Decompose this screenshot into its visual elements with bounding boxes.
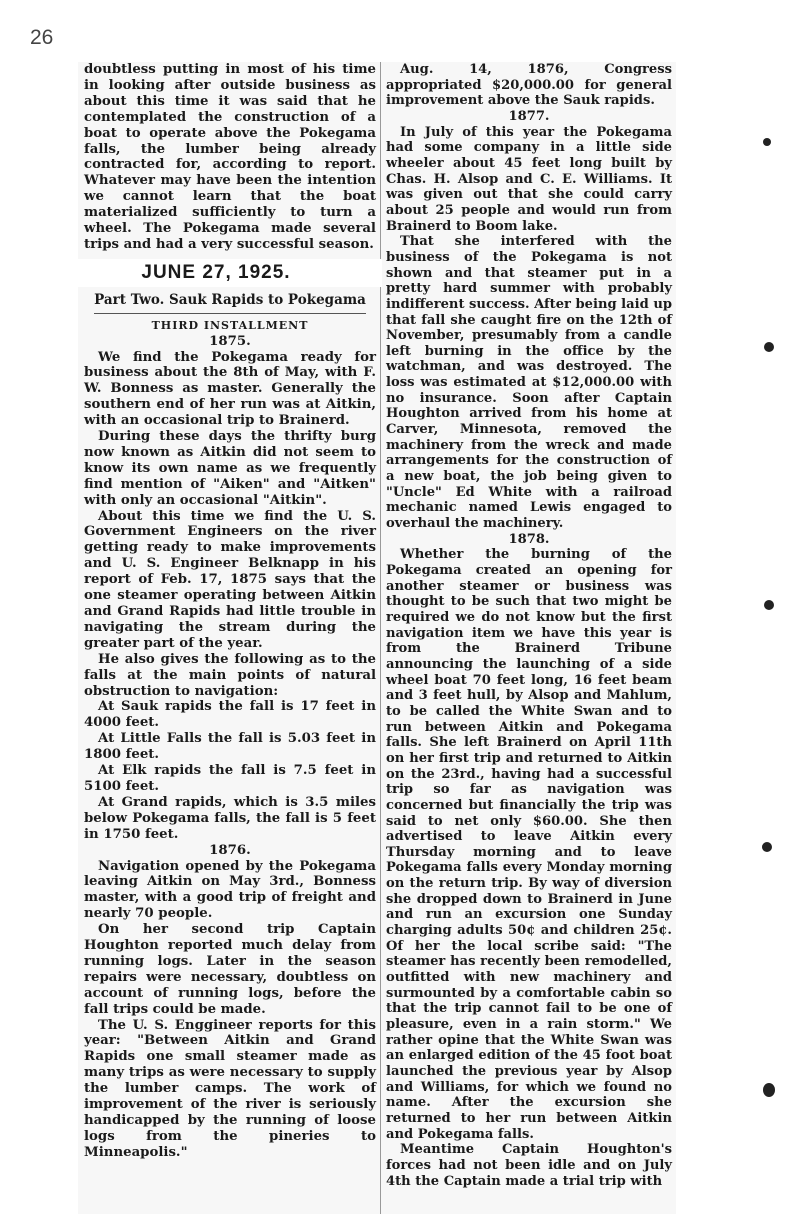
paragraph: At Elk rapids the fall is 7.5 feet in 5100 feet. (84, 763, 376, 794)
right-column (386, 62, 672, 1189)
intro-paragraph: doubtless putting in most of his time in looking after outside business as about this time it was said that he contemplated the construction of a boat to operate above the Pokegama falls, the lumber being already contracted for, according to report. Whatever may have been the intention we cannot learn that the boat materialized sufficiently to turn a wheel. The Pokegama made several trips and had a very successful season. (84, 62, 376, 252)
paragraph: At Little Falls the fall is 5.03 feet in 1800 feet. (84, 731, 376, 763)
installment-heading: THIRD INSTALLMENT (151, 318, 309, 332)
year-heading-1875: 1875. (209, 333, 251, 349)
binder-hole-2 (764, 342, 774, 352)
paragraph: Aug. 14, 1876, Congress appropriated $20,000.00 for general improvement above the Sauk rapids. (386, 62, 672, 109)
article-subtitle: Part Two. Sauk Rapids to Pokegama (94, 291, 366, 308)
paragraph: Whether the burning of the Pokegama created an opening for another steamer or business was thought to be such that two might be required we do not know but the first navigation item we have this year is from the Brainerd Tribune announcing the launching of a side wheel boat 70 feet long, 16 feet beam and 3 feet hull, by Alsop and Mahlum, to be called the White Swan and to run between Aitkin and Pokegama falls. She left Brainerd on April 11th on her first trip and returned to Aitkin on the 23rd., having had a successful trip so far as navigation was concerned but financially the trip was said to net only $60.00. She then advertised to leave Aitkin every Thursday morning and to leave Pokegama falls every Monday morning on the return trip. By way of diversion she dropped down to Brainerd in June and run an excursion one Sunday charging adults 50¢ and children 25¢. Of her the local scribe said: "The steamer has recently been remodelled, outfitted with new machinery and surmounted by a comfortable cabin so that the trip cannot fail to be one of pleasure, even in a rain storm." We rather opine that the White Swan was an enlarged edition of the 45 foot boat launched the previous year by Alsop and Williams, for which we found no name. After the excursion she returned to her run between Aitkin and Pokegama falls. (386, 547, 672, 1142)
paragraph: During these days the thrifty burg now known as Aitkin did not seem to know its own name as we frequently find mention of "Aiken" and "Aitken" with only an occasional "Aitkin". (84, 429, 376, 508)
year-heading-1877: 1877. (508, 108, 550, 124)
paragraph: About this time we find the U. S. Government Engineers on the river getting ready to make improvements and U. S. Engineer Belknapp in his report of Feb. 17, 1875 says that the one steamer operating between Aitkin and Grand Rapids had little trouble in navigating the stream during the greater part of the year. (84, 508, 376, 651)
year-heading-1878: 1878. (508, 531, 550, 547)
binder-hole-5 (763, 1083, 775, 1097)
paragraph: In July of this year the Pokegama had some company in a little side wheeler about 45 feet long built by Chas. H. Alsop and C. E. Williams. It was given out that she could carry about 25 people and would run from Brainerd to Boom lake. (386, 124, 672, 234)
paragraph: At Sauk rapids the fall is 17 feet in 4000 feet. (84, 699, 376, 731)
year-heading-1876: 1876. (209, 842, 251, 858)
divider (94, 313, 366, 314)
paragraph: We find the Pokegama ready for business about the 8th of May, with F. W. Bonness as master. Generally the southern end of her run was at Aitkin, with an occasional trip to Brainerd. (84, 349, 376, 429)
page-number: 26 (30, 26, 54, 49)
paragraph: Meantime Captain Houghton's forces had not been idle and on July 4th the Captain made a trial trip with (386, 1142, 672, 1189)
left-column (84, 62, 376, 1161)
paragraph: He also gives the following as to the falls at the main points of natural obstruction to navigation: (84, 651, 376, 699)
paragraph: At Grand rapids, which is 3.5 miles below Pokegama falls, the fall is 5 feet in 1750 feet. (84, 794, 376, 842)
paragraph: That she interfered with the business of the Pokegama is not shown and that steamer put in a pretty hard summer with probably indifferent success. After being laid up that fall she caught fire on the 12th of November, presumably from a candle left burning in the office by the watchman, and was destroyed. The loss was estimated at $12,000.00 with no insurance. Soon after Captain Houghton arrived from his home at Carver, Minnesota, removed the machinery from the wreck and made arrangements for the construction of a new boat, the job being given to "Uncle" Ed White with a railroad mechanic named Lewis engaged to overhaul the machinery. (386, 234, 672, 532)
paragraph: The U. S. Enggineer reports for this year: "Between Aitkin and Grand Rapids one small steamer made as many trips as were necessary to supply the lumber camps. The work of improvement of the river is seriously handicapped by the running of loose logs from the pineries to Minneapolis." (84, 1017, 376, 1160)
binder-hole-3 (764, 600, 774, 610)
binder-hole-4 (762, 842, 772, 852)
paragraph: Navigation opened by the Pokegama leaving Aitkin on May 3rd., Bonness master, with a good trip of freight and nearly 70 people. (84, 858, 376, 922)
binder-hole-1 (763, 138, 771, 146)
paragraph: On her second trip Captain Houghton reported much delay from running logs. Later in the season repairs were necessary, doubtless on account of running logs, before the fall trips could be made. (84, 922, 376, 1017)
dateline: JUNE 27, 1925. (50, 259, 382, 287)
